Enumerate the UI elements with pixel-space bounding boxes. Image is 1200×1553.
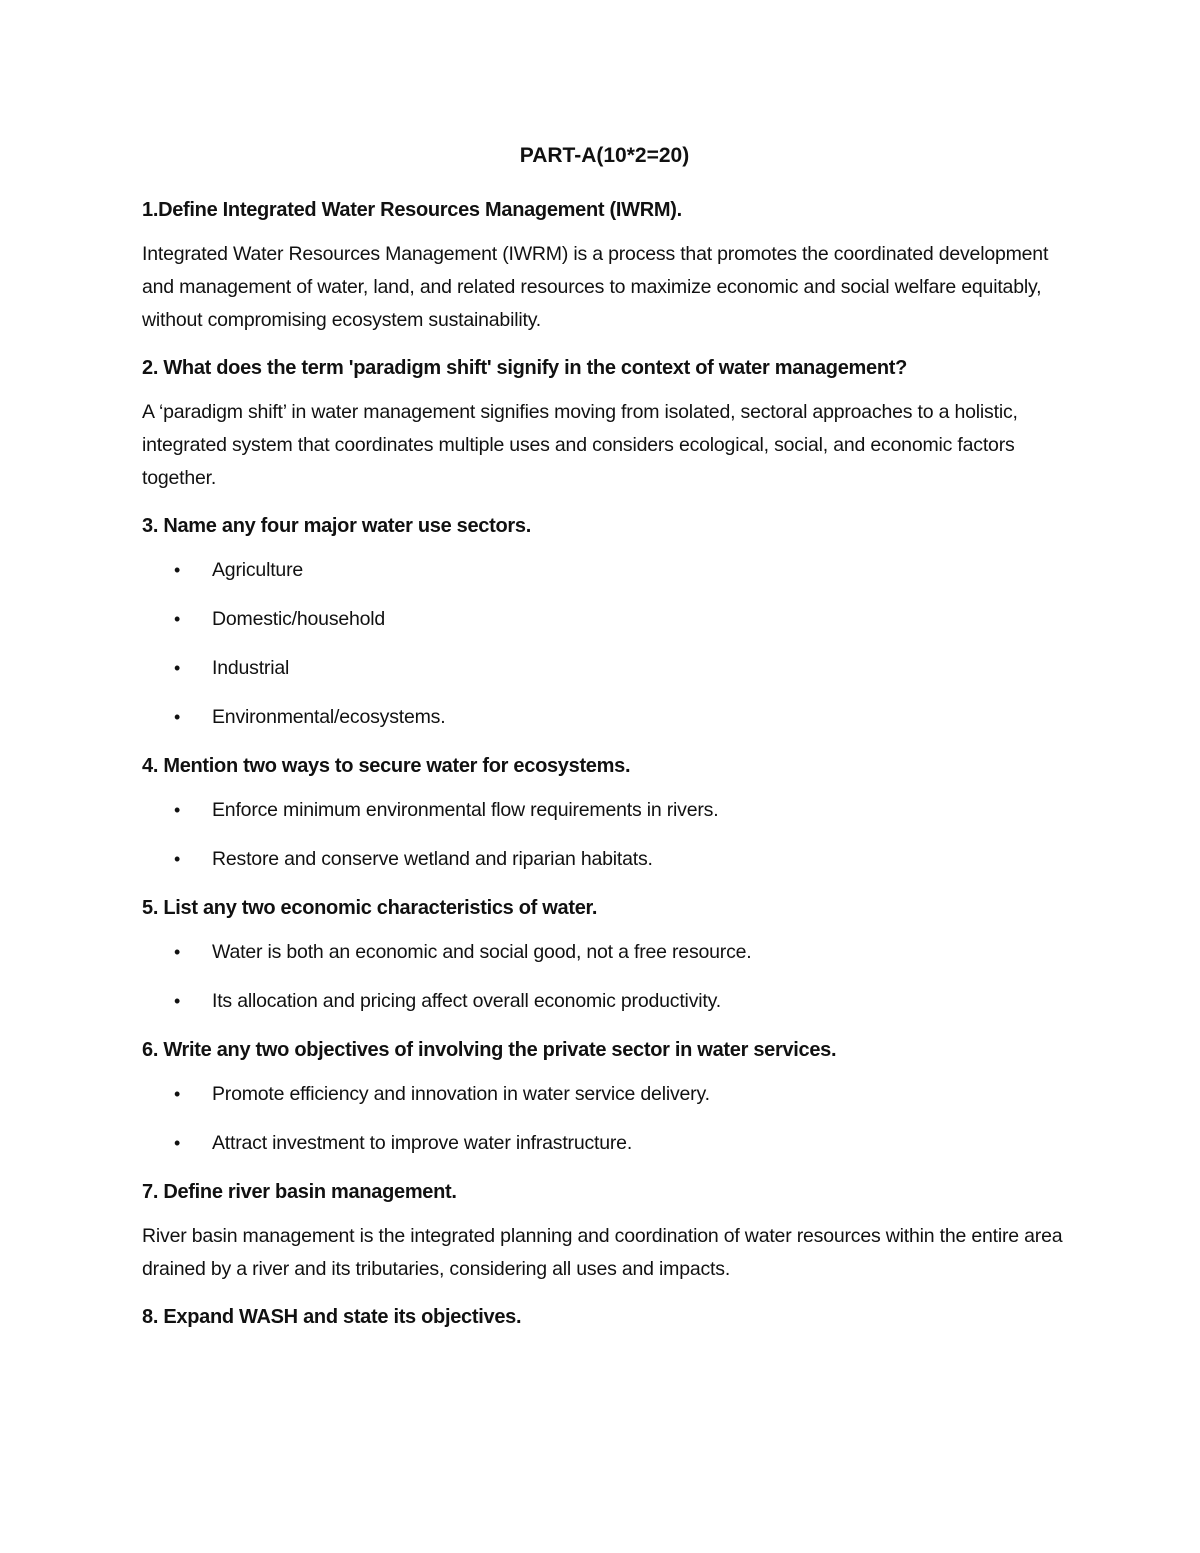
answer-7: River basin management is the integrated planning and coordination of water resources within the entire area drained by a river and its tributaries, considering all uses and impacts. [142,1225,1063,1280]
list-item-text: Environmental/ecosystems. [212,706,446,728]
question-6: 6. Write any two objectives of involving the private sector in water services. [142,1039,837,1061]
bullet-icon: • [174,1133,181,1153]
list-item [142,936,1067,969]
list-item-text: Enforce minimum environmental flow requirements in rivers. [212,799,719,821]
bullet-icon: • [174,609,181,629]
list-item [142,843,1067,876]
list-item-text: Water is both an economic and social good, not a free resource. [212,941,752,963]
question-8: 8. Expand WASH and state its objectives. [142,1306,522,1328]
page-title: PART-A(10*2=20) [519,144,690,167]
list-item [142,652,1067,685]
question-1: 1.Define Integrated Water Resources Management (IWRM). [142,199,682,221]
document-page [142,140,1067,1345]
answer-6-list [142,1078,1067,1160]
question-4: 4. Mention two ways to secure water for ecosystems. [142,755,631,777]
list-item [142,554,1067,587]
bullet-icon: • [174,942,181,962]
list-item [142,603,1067,636]
list-item [142,985,1067,1018]
bullet-icon: • [174,707,181,727]
bullet-icon: • [174,849,181,869]
list-item-text: Agriculture [212,559,304,581]
answer-3-list [142,554,1067,734]
list-item-text: Industrial [212,657,290,679]
list-item-text: Its allocation and pricing affect overall economic productivity. [212,990,721,1012]
list-item-text: Domestic/household [212,608,386,630]
question-5: 5. List any two economic characteristics of water. [142,897,598,919]
question-2: 2. What does the term 'paradigm shift' signify in the context of water management? [142,357,908,379]
list-item [142,794,1067,827]
answer-5-list [142,936,1067,1018]
question-3: 3. Name any four major water use sectors. [142,515,531,537]
list-item-text: Promote efficiency and innovation in water service delivery. [212,1083,710,1105]
bullet-icon: • [174,1084,181,1104]
question-7: 7. Define river basin management. [142,1181,457,1203]
answer-1: Integrated Water Resources Management (IWRM) is a process that promotes the coordinated development and management of water, land, and related resources to maximize economic and social welfare equitably, without compromising ecosystem sustainability. [142,243,1049,331]
list-item [142,1078,1067,1111]
bullet-icon: • [174,991,181,1011]
answer-2: A ‘paradigm shift’ in water management signifies moving from isolated, sectoral approaches to a holistic, integrated system that coordinates multiple uses and considers ecological, social, and economic factors together. [142,401,1018,489]
list-item [142,1127,1067,1160]
list-item [142,701,1067,734]
list-item-text: Restore and conserve wetland and riparian habitats. [212,848,653,870]
bullet-icon: • [174,800,181,820]
list-item-text: Attract investment to improve water infrastructure. [212,1132,633,1154]
bullet-icon: • [174,560,181,580]
answer-4-list [142,794,1067,876]
bullet-icon: • [174,658,181,678]
